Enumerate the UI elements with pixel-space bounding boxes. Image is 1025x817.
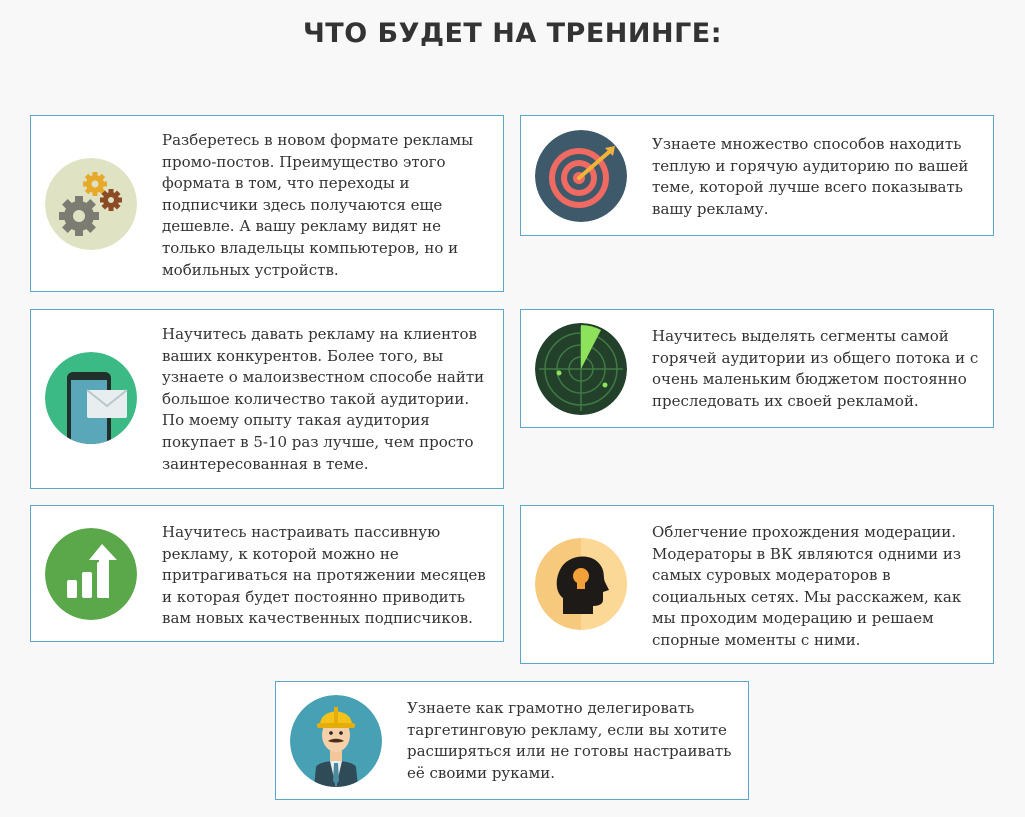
feature-card-promo-posts [30,115,504,292]
feature-card-delegation [275,681,749,800]
growth-chart-icon [45,528,137,620]
card-text: Облегчение прохождения модерации. Модераторы в ВК являются одними из самых суровых модераторов в социальных сетях. Мы расскажем, как мы проходим модерацию и решаем спорные моменты с ними. [652,523,962,649]
card-text: Разберетесь в новом формате рекламы промо-постов. Преимущество этого формата в том, что переходы и подписчики здесь получаются еще дешевле. А вашу рекламу видят не только владельцы компьютеров, но и мобильных устройств. [162,131,474,279]
card-text: Научитесь давать рекламу на клиентов ваших конкурентов. Более того, вы узнаете о малоизвестном способе найти большое количество такой аудитории. По моему опыту такая аудитория покупает в 5-10 раз лучше, чем просто заинтересованная в теме. [162,325,485,473]
feature-card-passive-ads [30,505,504,642]
feature-card-moderation [520,505,994,664]
smartphone-message-icon [45,352,137,444]
head-lightbulb-icon [535,538,627,630]
card-text: Узнаете множество способов находить теплую и горячую аудиторию по вашей теме, которой лучше всего показывать вашу рекламу. [652,135,969,218]
card-text: Узнаете как грамотно делегировать таргетинговую рекламу, если вы хотите расширяться или не готовы настраивать её своими руками. [407,699,732,782]
feature-card-segments [520,309,994,428]
card-text: Научитесь выделять сегменты самой горячей аудитории из общего потока и с очень маленьким бюджетом постоянно преследовать их своей рекламой. [652,327,979,410]
card-text: Научитесь настраивать пассивную рекламу, к которой можно не притрагиваться на протяжении месяцев и которая будет постоянно приводить вам новых качественных подписчиков. [162,523,486,628]
feature-card-audience [520,115,994,236]
gears-icon [45,158,137,250]
feature-card-competitors [30,309,504,489]
worker-helmet-icon [290,695,382,787]
page-title: ЧТО БУДЕТ НА ТРЕНИНГЕ: [302,18,723,49]
target-icon [535,130,627,222]
radar-icon [535,323,627,415]
